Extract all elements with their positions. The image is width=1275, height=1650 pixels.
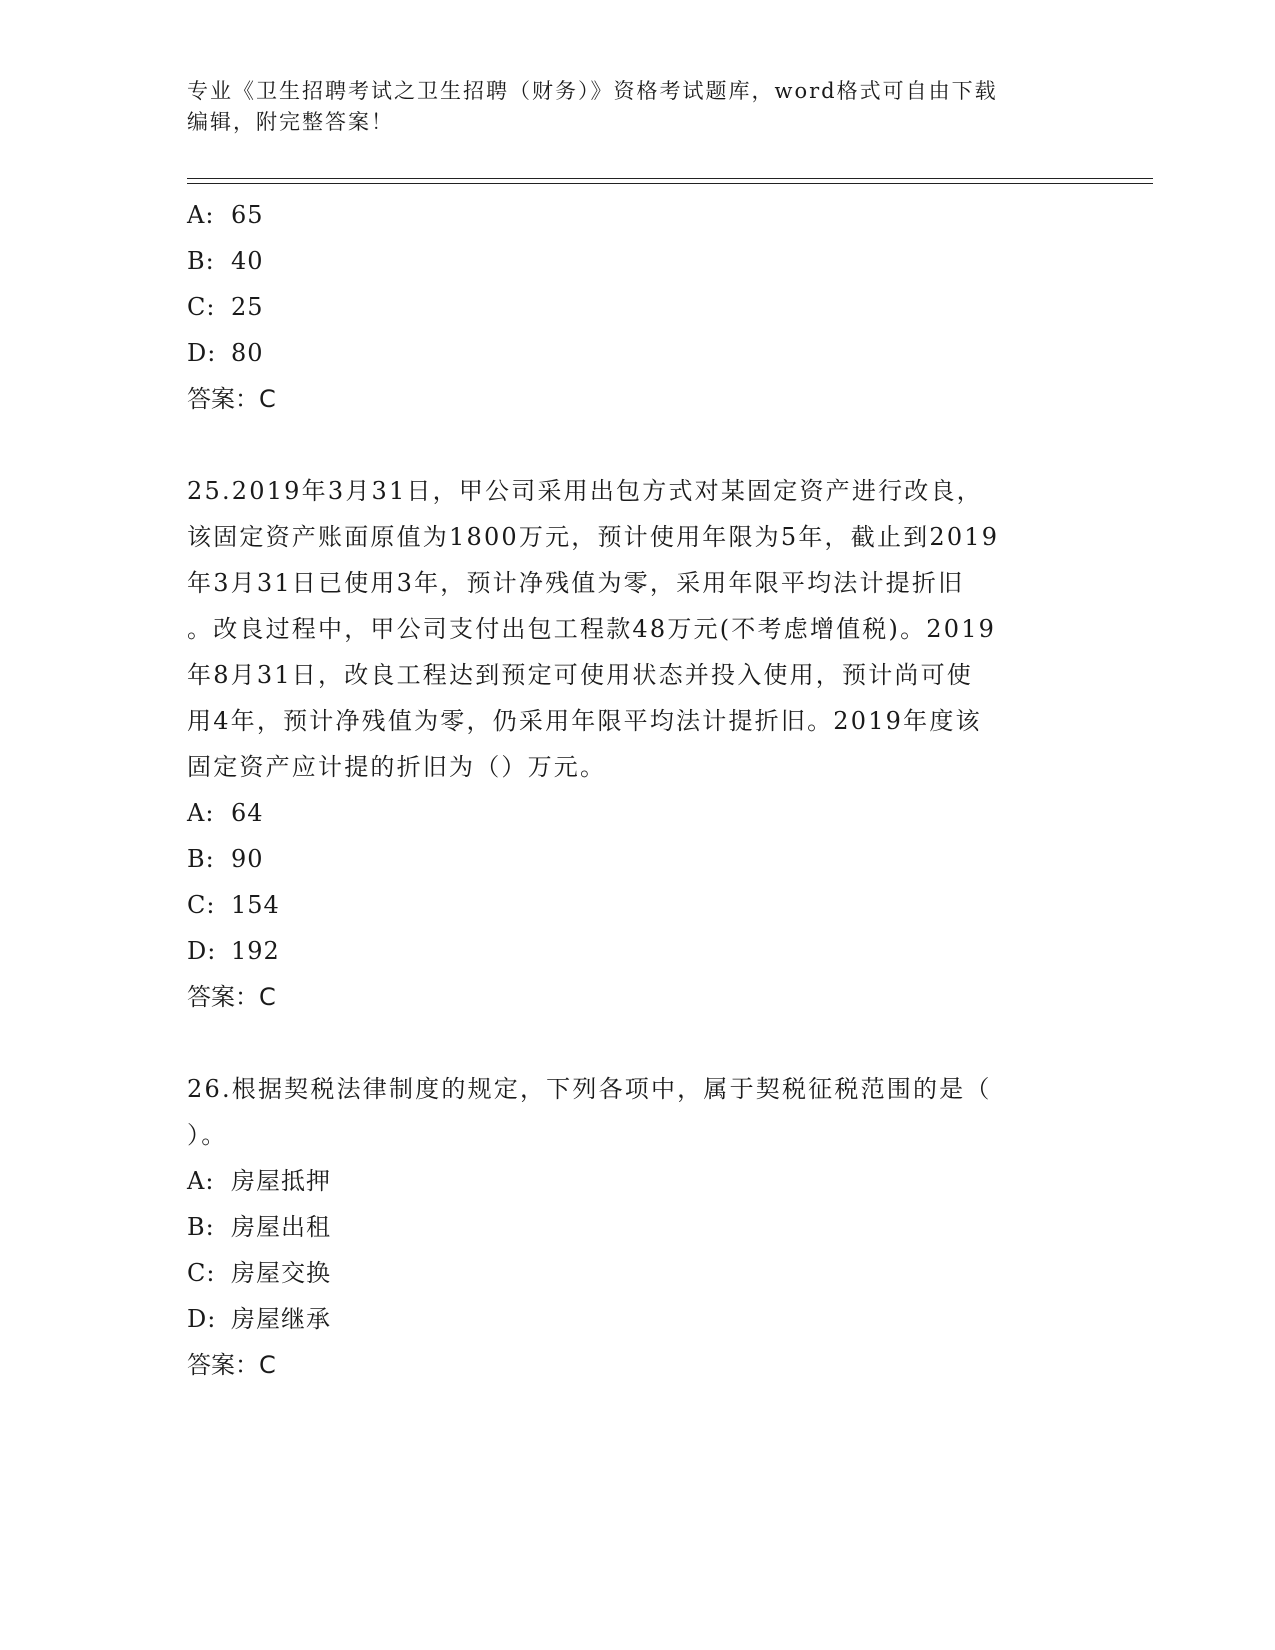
question-line: 用4年，预计净残值为零，仍采用年限平均法计提折旧。2019年度该 [187, 707, 982, 735]
option-letter: B: [187, 247, 215, 275]
answer-line: 答案：C [187, 1351, 276, 1379]
option-d [187, 330, 1087, 376]
header-divider-top [187, 178, 1153, 179]
answer-line: 答案：C [187, 983, 276, 1011]
option-text: 90 [231, 845, 264, 873]
option-letter: C: [187, 891, 216, 919]
option-text: 80 [231, 339, 264, 367]
question-25-block [187, 468, 1087, 1020]
option-c [187, 1250, 1087, 1296]
question-line: 25.2019年3月31日，甲公司采用出包方式对某固定资产进行改良， [187, 477, 983, 505]
option-text: 40 [231, 247, 264, 275]
document-body [187, 192, 1087, 1388]
option-text: 192 [231, 937, 280, 965]
option-c [187, 882, 1087, 928]
question-line: 固定资产应计提的折旧为（）万元。 [187, 753, 607, 781]
option-text: 154 [231, 891, 280, 919]
header-divider-bottom [187, 183, 1153, 184]
question-line: 年3月31日已使用3年，预计净残值为零，采用年限平均法计提折旧 [187, 569, 965, 597]
option-letter: D: [187, 1305, 217, 1333]
option-letter: A: [187, 799, 215, 827]
document-header [187, 76, 1087, 138]
option-a [187, 790, 1087, 836]
option-letter: C: [187, 293, 216, 321]
option-letter: A: [187, 201, 215, 229]
option-text: 25 [231, 293, 264, 321]
answer-line: 答案：C [187, 385, 276, 413]
question-line: 26.根据契税法律制度的规定，下列各项中，属于契税征税范围的是（ [187, 1075, 992, 1103]
spacer [187, 422, 1087, 468]
option-letter: D: [187, 937, 217, 965]
option-letter: D: [187, 339, 217, 367]
option-letter: C: [187, 1259, 216, 1287]
option-text: 房屋出租 [231, 1213, 331, 1241]
question-26-text [187, 1066, 1087, 1158]
prev-question-block [187, 192, 1087, 422]
question-line: 年8月31日，改良工程达到预定可使用状态并投入使用，预计尚可使 [187, 661, 974, 689]
question-line: ）。 [187, 1121, 228, 1149]
option-c [187, 284, 1087, 330]
question-line: 该固定资产账面原值为1800万元，预计使用年限为5年，截止到2019 [187, 523, 1000, 551]
question-line: 。改良过程中，甲公司支付出包工程款48万元(不考虑增值税)。2019 [187, 615, 997, 643]
question-26-block [187, 1066, 1087, 1388]
option-text: 房屋交换 [231, 1259, 331, 1287]
option-d [187, 928, 1087, 974]
option-b [187, 836, 1087, 882]
option-d [187, 1296, 1087, 1342]
option-letter: B: [187, 1213, 215, 1241]
header-line-2: 编辑，附完整答案！ [187, 110, 394, 134]
option-letter: A: [187, 1167, 215, 1195]
option-text: 房屋继承 [231, 1305, 331, 1333]
option-b [187, 238, 1087, 284]
option-a [187, 192, 1087, 238]
spacer [187, 1020, 1087, 1066]
option-text: 65 [231, 201, 264, 229]
option-letter: B: [187, 845, 215, 873]
question-25-text [187, 468, 1087, 790]
header-line-1: 专业《卫生招聘考试之卫生招聘（财务）》资格考试题库，word格式可自由下载 [187, 79, 998, 103]
option-a [187, 1158, 1087, 1204]
option-text: 64 [231, 799, 264, 827]
option-b [187, 1204, 1087, 1250]
option-text: 房屋抵押 [231, 1167, 331, 1195]
